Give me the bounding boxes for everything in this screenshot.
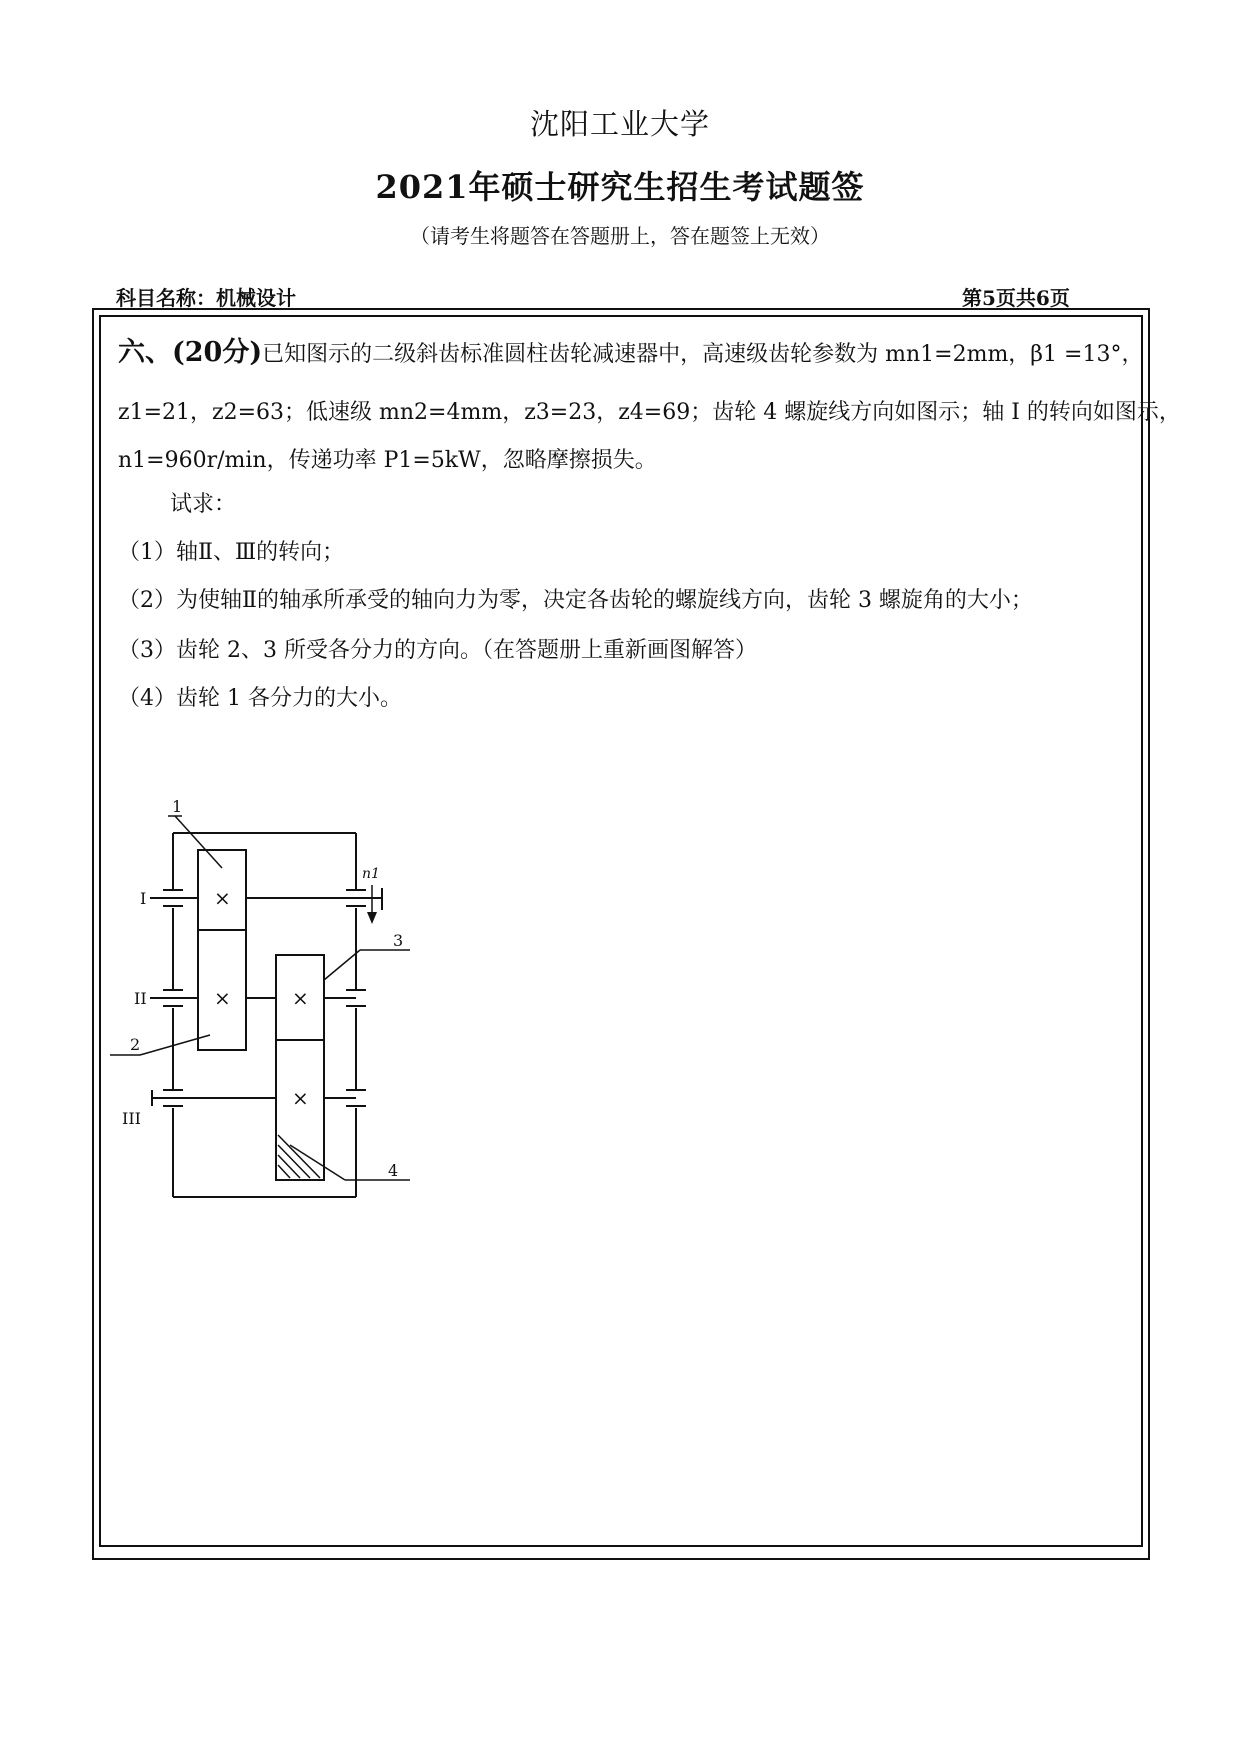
page-info: 第5页共6页 [962,286,1070,310]
gear-label-4: 4 [388,1161,399,1180]
exam-notice: （请考生将题答在答题册上，答在题签上无效） [410,224,830,248]
gearbox-diagram [110,800,430,1220]
gear-3-cross: × [292,986,309,1010]
gear-2-cross: × [214,986,231,1010]
question-line-1 [118,338,1143,370]
school-name: 沈阳工业大学 [529,107,710,141]
gear-label-3: 3 [393,931,404,950]
gear-4 [276,1040,324,1180]
gear-label-1: 1 [172,800,183,816]
question-item-2: （2）为使轴Ⅱ的轴承所承受的轴向力为零，决定各齿轮的螺旋线方向，齿轮 3 螺旋角的大小； [118,588,1033,613]
question-item-1: （1）轴Ⅱ、Ⅲ的转向； [118,540,345,565]
question-item-4: （4）齿轮 1 各分力的大小。 [118,686,402,711]
question-text-1: 已知图示的二级斜齿标准圆柱齿轮减速器中，高速级齿轮参数为 mn1=2mm，β1 =13°， [262,342,1144,367]
subject-name: 科目名称：机械设计 [116,286,296,310]
shaft-label-3: III [122,1109,141,1128]
gear-1-cross: × [214,886,231,910]
shaft-label-1: I [140,889,147,908]
question-line-3: n1=960r/min，传递功率 P1=5kW，忽略摩擦损失。 [118,448,657,473]
question-prompt: 试求： [170,492,237,517]
question-line-2: z1=21，z2=63；低速级 mn2=4mm，z3=23，z4=69；齿轮 4 螺旋线方向如图示；轴 I 的转向如图示， [118,400,1181,425]
gear-label-2: 2 [130,1035,141,1054]
gear-4-cross: × [292,1086,309,1110]
question-item-3: （3）齿轮 2、3 所受各分力的方向。（在答题册上重新画图解答） [118,638,757,663]
question-number: 六、(20分) [118,337,263,368]
shaft-label-2: II [134,989,147,1008]
speed-label: n1 [362,866,380,882]
exam-title: 2021年硕士研究生招生考试题签 [375,168,865,206]
